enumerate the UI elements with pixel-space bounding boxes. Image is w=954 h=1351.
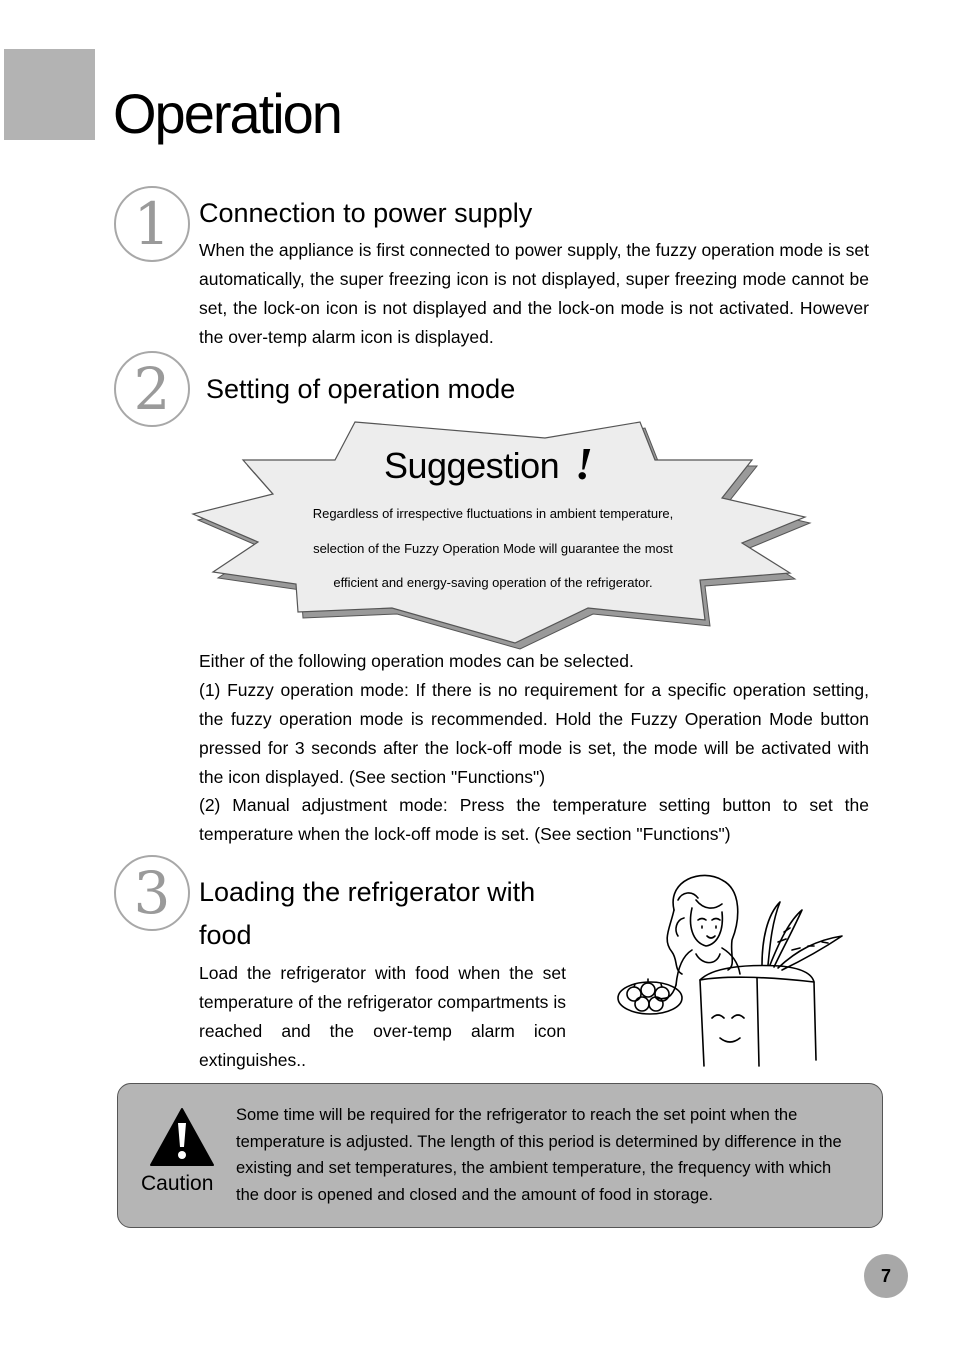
warning-triangle-icon bbox=[149, 1107, 215, 1167]
suggestion-line-3: efficient and energy-saving operation of the refrigerator. bbox=[333, 575, 653, 590]
step-number-3: 3 bbox=[114, 855, 190, 931]
section-2-heading: Setting of operation mode bbox=[206, 374, 516, 404]
step-number-1: 1 bbox=[114, 186, 190, 262]
step-number-2: 2 bbox=[114, 351, 190, 427]
section-3-heading-line-1: Loading the refrigerator with bbox=[199, 877, 536, 907]
suggestion-exclamation: ! bbox=[575, 438, 593, 489]
suggestion-line-2: selection of the Fuzzy Operation Mode will guarantee the most bbox=[313, 541, 673, 556]
woman-with-refrigerator-illustration bbox=[612, 870, 852, 1075]
caution-text: Some time will be required for the refrigerator to reach the set point when the temperature is adjusted. The length of this period is determined by difference in the existing and set temperatures, the ambient temperature, the frequency with which the door is opened and closed and the amount of food in storage. bbox=[236, 1106, 842, 1204]
section-3-body: Load the refrigerator with food when the set temperature of the refrigerator compartments is reached and the over-temp alarm icon extinguishes.. bbox=[199, 963, 566, 1070]
page-title: Operation bbox=[113, 82, 341, 145]
suggestion-title: Suggestion bbox=[384, 445, 560, 486]
section-1-heading: Connection to power supply bbox=[199, 198, 533, 228]
page-number-badge: 7 bbox=[864, 1254, 908, 1298]
section-1-body: When the appliance is first connected to power supply, the fuzzy operation mode is set automatically, the super freezing icon is not displayed, super freezing mode cannot be set, the lock-on icon is not displayed and the lock-on mode is not activated. However the over-temp alarm icon is displayed. bbox=[199, 240, 869, 347]
section-3-heading-line-2: food bbox=[199, 920, 252, 950]
suggestion-line-1: Regardless of irrespective fluctuations in ambient temperature, bbox=[312, 506, 674, 521]
section-2-mode-1: (1) Fuzzy operation mode: If there is no requirement for a specific operation setting, the fuzzy operation mode is recommended. Hold the Fuzzy Operation Mode button pressed for 3 seconds after the lock-off mode is set, the mode will be activated with the icon displayed. (See section "Functions") bbox=[199, 680, 869, 787]
caution-label: Caution bbox=[141, 1172, 214, 1195]
section-2-intro: Either of the following operation modes can be selected. bbox=[199, 651, 634, 671]
section-2-mode-2: (2) Manual adjustment mode: Press the temperature setting button to set the temperature when the lock-off mode is set. (See section "Functions") bbox=[199, 795, 869, 844]
